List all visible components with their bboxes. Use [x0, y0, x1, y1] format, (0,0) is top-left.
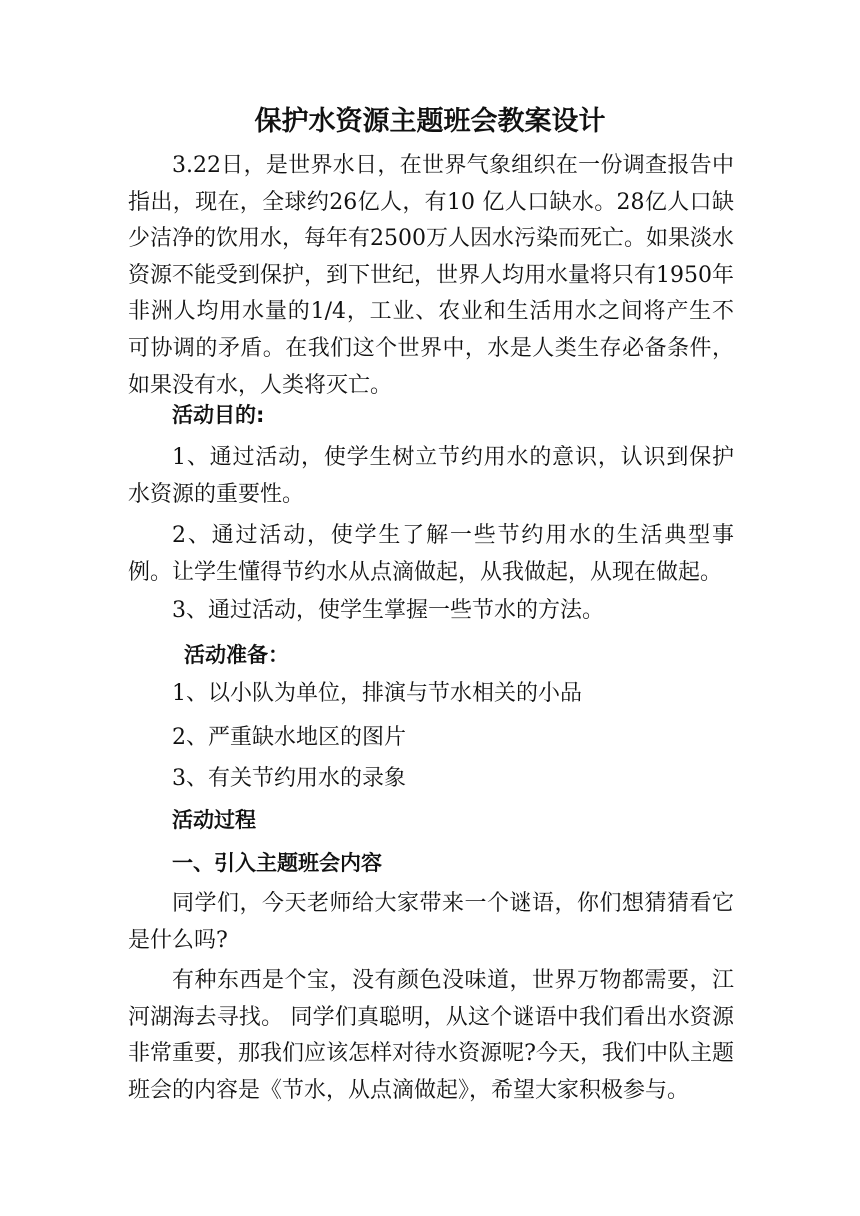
- goal-item-3: 3、通过活动，使学生掌握一些节水的方法。: [172, 598, 604, 623]
- goals-heading: 活动目的:: [172, 403, 265, 427]
- riddle-paragraph: 有种东西是个宝，没有颜色没味道，世界万物都需要，江河湖海去寻找。 同学们真聪明，从这个谜语中我们看出水资源非常重要，那我们应该怎样对待水资源呢?今天，我们中队主题班会的内容是《节水，从点滴做起》，希望大家积极参与。: [128, 968, 734, 1103]
- goal-item-2: 2、通过活动，使学生了解一些节约用水的生活典型事例。让学生懂得节约水从点滴做起，从我做起，从现在做起。: [128, 523, 734, 585]
- process-heading: 活动过程: [172, 808, 256, 832]
- document-title: 保护水资源主题班会教案设计: [254, 106, 606, 137]
- preparation-item-3: 3、有关节约用水的录象: [172, 766, 406, 791]
- preparation-item-1: 1、以小队为单位，排演与节水相关的小品: [172, 681, 582, 706]
- intro-paragraph: 3.22日，是世界水日，在世界气象组织在一份调查报告中指出，现在，全球约26亿人，有10 亿人口缺水。28亿人口缺少洁净的饮用水，每年有2500万人因水污染而死亡。如果淡水资源不能受到保护，到下世纪，世界人均用水量将只有1950年非洲人均用水量的1/4，工业、农业和生活用水之间将产生不可协调的矛盾。在我们这个世界中，水是人类生存必备条件，如果没有水，人类将灭亡。: [128, 153, 734, 398]
- section-1-heading: 一、引入主题班会内容: [172, 851, 382, 875]
- preparation-heading: 活动准备：: [184, 643, 289, 667]
- goal-item-1: 1、通过活动，使学生树立节约用水的意识，认识到保护水资源的重要性。: [128, 445, 734, 507]
- preparation-item-2: 2、严重缺水地区的图片: [172, 725, 406, 750]
- riddle-intro-paragraph: 同学们，今天老师给大家带来一个谜语，你们想猜猜看它是什么吗?: [128, 891, 734, 953]
